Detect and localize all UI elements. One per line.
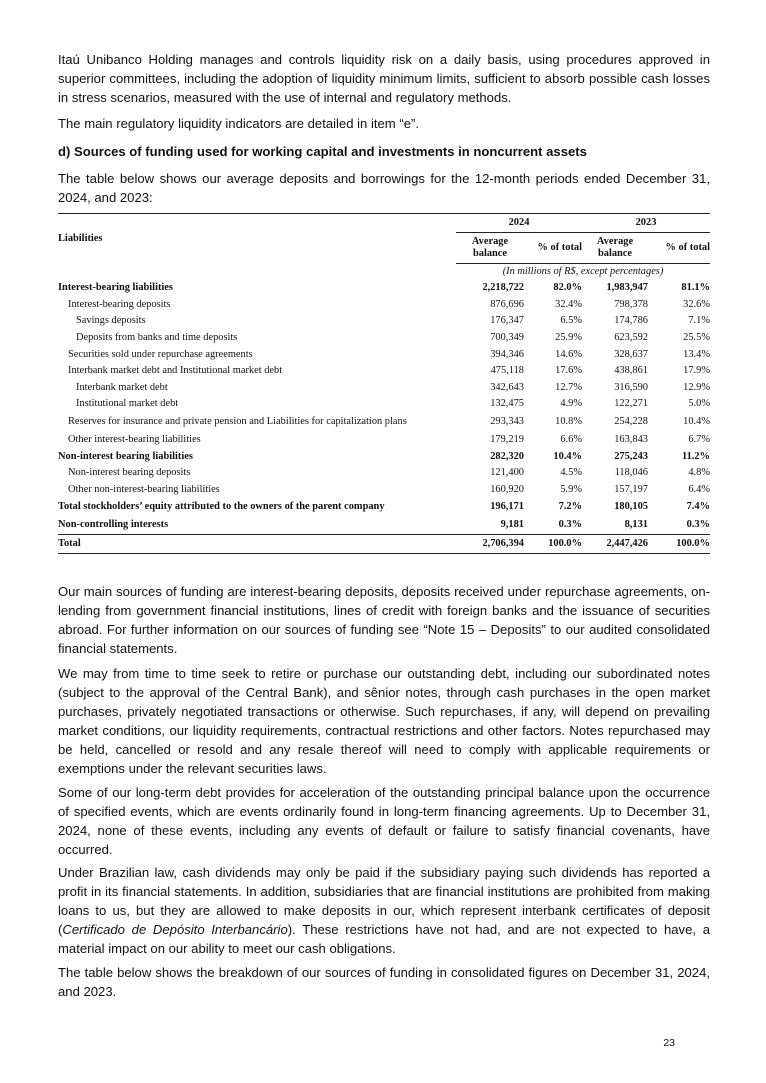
row-label: Institutional market debt	[76, 398, 179, 410]
paragraph-brazilian-law: Under Brazilian law, cash dividends may only be paid if the subsidiary paying such dividends has reported a profit in its financial statements. In addition, subsidiaries that are financial institutions are prohibited from making loans to us, but they are allowed to make deposits in our, which represent interbank certificates of deposit (Certificado de Depósito Interbancário). These restrictions have not had, and are not expected to have, a material impact on our ability to meet our cash obligations.	[58, 865, 710, 956]
row-label: Reserves for insurance and private pension and Liabilities for capitalization plans	[68, 416, 407, 428]
pct-total-2024: 14.6%	[555, 348, 582, 360]
pct-total-2023: 10.4%	[683, 416, 710, 428]
avg-balance-2023: 180,105	[614, 501, 648, 513]
avg-balance-2024: 179,219	[490, 434, 524, 446]
table-row	[58, 330, 710, 347]
row-label: Interest-bearing liabilities	[58, 282, 173, 294]
table-row	[58, 396, 710, 413]
avg-balance-2023: 438,861	[614, 365, 648, 377]
avg-balance-2024: 342,643	[490, 381, 524, 393]
liabilities-header: Liabilities	[58, 214, 456, 264]
pct-total-2024: 17.6%	[555, 365, 582, 377]
row-label: Interest-bearing deposits	[68, 298, 171, 310]
avg-balance-2023: 328,637	[614, 348, 648, 360]
table-row	[58, 297, 710, 314]
avg-balance-2023: 798,378	[614, 298, 648, 310]
pct-total-2023: 7.4%	[686, 501, 710, 513]
row-label: Non-interest bearing deposits	[68, 467, 191, 479]
row-label: Non-controlling interests	[58, 519, 169, 531]
row-label: Total	[58, 535, 456, 554]
pct-total-2023: 4.8%	[688, 467, 710, 479]
avg-balance-2023: 157,197	[614, 483, 648, 495]
avg-balance-2023: 122,271	[614, 398, 648, 410]
avg-balance-2024: 282,320	[490, 450, 524, 462]
pct-total-2024: 0.3%	[558, 519, 582, 531]
avg-balance-2024: 2,218,722	[482, 282, 524, 294]
row-label: Savings deposits	[76, 315, 146, 327]
pct-total-2024: 82.0%	[553, 282, 582, 294]
avg-balance-2024: 9,181	[500, 519, 524, 531]
avg-balance-2024: 132,475	[490, 398, 524, 410]
units-note: (In millions of R$, except percentages)	[456, 264, 710, 281]
pct-total-2024: 6.5%	[560, 315, 582, 327]
pct-total-2023-header: % of total	[665, 242, 710, 253]
avg-balance-2024: 2,706,394	[456, 535, 524, 554]
table-row	[58, 380, 710, 397]
avg-balance-2023: 316,590	[614, 381, 648, 393]
table-row	[58, 313, 710, 330]
pct-total-2023: 100.0%	[648, 535, 710, 554]
page-number: 23	[663, 1037, 675, 1049]
pct-total-2024: 5.9%	[560, 483, 582, 495]
pct-total-2023: 5.0%	[688, 398, 710, 410]
year-2024-header: 2024	[456, 214, 582, 233]
avg-balance-2023: 1,983,947	[606, 282, 648, 294]
pct-total-2023: 81.1%	[681, 282, 710, 294]
pct-total-2024: 10.4%	[553, 450, 582, 462]
table-row	[58, 482, 710, 499]
pct-total-2024: 4.5%	[560, 467, 582, 479]
pct-total-2023: 12.9%	[683, 381, 710, 393]
pct-total-2024: 12.7%	[555, 381, 582, 393]
row-label: Securities sold under repurchase agreements	[68, 348, 253, 360]
paragraph-long-term-debt: Some of our long-term debt provides for acceleration of the outstanding principal balance upon the occurrence of specified events, which are events ordinarily found in long-term financing agreements. Up to December 31, 2024, none of these events, including any events of default or failure to satisfy financial covenants, have occurred.	[58, 785, 710, 857]
row-label: Non-interest bearing liabilities	[58, 450, 193, 462]
avg-balance-2023: 163,843	[614, 434, 648, 446]
table-header-years	[58, 214, 710, 233]
table-total-row	[58, 535, 710, 554]
pct-total-2023: 0.3%	[686, 519, 710, 531]
pct-total-2024: 7.2%	[558, 501, 582, 513]
paragraph-main-sources: Our main sources of funding are interest-bearing deposits, deposits received under repurchase agreements, on-lending from government financial institutions, lines of credit with foreign banks and the issuance of securities abroad. For further information on our sources of funding see “Note 15 – Deposits” to our audited consolidated financial statements.	[58, 584, 710, 656]
pct-total-2023: 17.9%	[683, 365, 710, 377]
pct-total-2023: 25.5%	[683, 332, 710, 344]
row-label: Interbank market debt	[76, 381, 168, 393]
avg-balance-2024: 293,343	[490, 416, 524, 428]
pct-total-2024: 25.9%	[555, 332, 582, 344]
avg-balance-2023-header: Average balance	[596, 236, 634, 259]
avg-balance-2024-header: Average balance	[471, 236, 509, 259]
table-row	[58, 346, 710, 363]
table-row	[58, 516, 710, 535]
table-row	[58, 432, 710, 449]
row-label: Deposits from banks and time deposits	[76, 332, 238, 344]
paragraph-table-intro: The table below shows our average deposits and borrowings for the 12-month periods ended December 31, 2024, and 2023:	[58, 171, 710, 205]
avg-balance-2024: 196,171	[490, 501, 524, 513]
table-row	[58, 363, 710, 380]
pct-total-2023: 7.1%	[688, 315, 710, 327]
avg-balance-2024: 394,346	[490, 348, 524, 360]
pct-total-2024: 6.6%	[560, 434, 582, 446]
table-row	[58, 413, 710, 432]
paragraph-regulatory-indicators: The main regulatory liquidity indicators are detailed in item “e”.	[58, 116, 419, 131]
avg-balance-2023: 118,046	[614, 467, 648, 479]
paragraph-liquidity-management: Itaú Unibanco Holding manages and controls liquidity risk on a daily basis, using procedures approved in superior committees, including the adoption of liquidity minimum limits, sufficient to absorb possible cash losses in stress scenarios, measured with the use of internal and regulatory methods.	[58, 52, 710, 105]
avg-balance-2024: 876,696	[490, 298, 524, 310]
table-row	[58, 280, 710, 297]
pct-total-2023: 13.4%	[683, 348, 710, 360]
table-row	[58, 498, 710, 516]
avg-balance-2024: 160,920	[490, 483, 524, 495]
pct-total-2024: 4.9%	[560, 398, 582, 410]
paragraph-debt-repurchase: We may from time to time seek to retire or purchase our outstanding debt, including our subordinated notes (subject to the approval of the Central Bank), and sênior notes, through cash purchases in the open market purchases, privately negotiated transactions or otherwise. Such repurchases, if any, will depend on prevailing market conditions, our liquidity requirements, contractual restrictions and other factors. Notes repurchased may be held, cancelled or resold and any resale thereof will need to comply with applicable requirements or exemptions under the relevant securities laws.	[58, 666, 710, 776]
pct-total-2024: 32.4%	[555, 298, 582, 310]
avg-balance-2023: 254,228	[614, 416, 648, 428]
avg-balance-2024: 475,118	[490, 365, 524, 377]
table-units-note-row	[58, 264, 710, 281]
avg-balance-2024: 700,349	[490, 332, 524, 344]
pct-total-2023: 6.4%	[688, 483, 710, 495]
pct-total-2024-header: % of total	[537, 242, 582, 253]
row-label: Other non-interest-bearing liabilities	[68, 483, 220, 495]
row-label: Other interest-bearing liabilities	[68, 434, 201, 446]
pct-total-2024: 10.8%	[555, 416, 582, 428]
pct-total-2023: 6.7%	[688, 434, 710, 446]
table-row	[58, 448, 710, 465]
pct-total-2023: 11.2%	[681, 450, 710, 462]
avg-balance-2023: 275,243	[614, 450, 648, 462]
avg-balance-2023: 2,447,426	[582, 535, 648, 554]
avg-balance-2024: 121,400	[490, 467, 524, 479]
avg-balance-2023: 8,131	[624, 519, 648, 531]
average-deposits-borrowings-table	[58, 213, 710, 554]
table-row	[58, 465, 710, 482]
section-heading-sources-of-funding: d) Sources of funding used for working capital and investments in noncurrent assets	[58, 144, 587, 159]
row-label: Total stockholders’ equity attributed to the owners of the parent company	[58, 501, 385, 513]
pct-total-2023: 32.6%	[683, 298, 710, 310]
avg-balance-2023: 174,786	[614, 315, 648, 327]
avg-balance-2023: 623,592	[614, 332, 648, 344]
pct-total-2024: 100.0%	[524, 535, 582, 554]
avg-balance-2024: 176,347	[490, 315, 524, 327]
row-label: Interbank market debt and Institutional market debt	[68, 365, 283, 377]
paragraph-breakdown-intro: The table below shows the breakdown of our sources of funding in consolidated figures on December 31, 2024, and 2023.	[58, 965, 710, 999]
year-2023-header: 2023	[582, 214, 710, 233]
